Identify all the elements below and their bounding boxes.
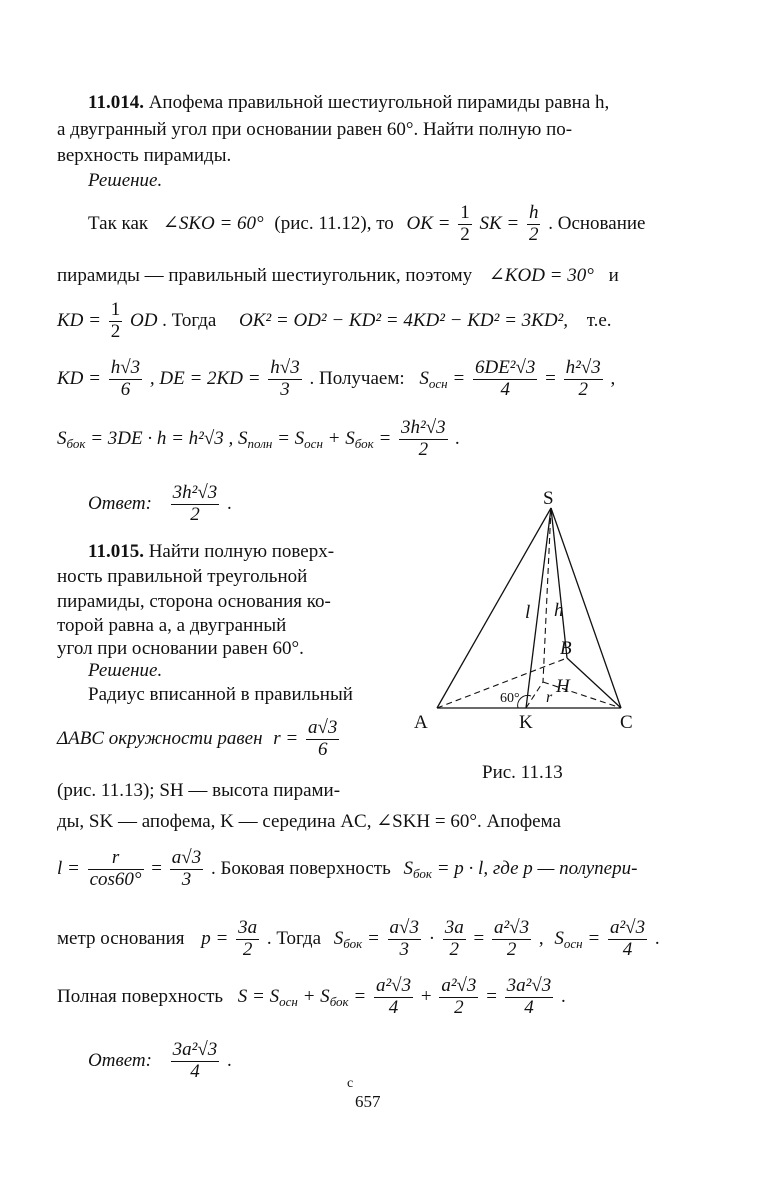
formula-line-3 [57, 300, 612, 343]
fraction: $\frac{\text{3a²√3}}{4}$ [172, 1039, 218, 1082]
problem-11-014-line1 [88, 92, 609, 115]
line-hc [543, 682, 621, 708]
problem-text: Апофема правильной шестиугольной пирамиды равна h, [148, 92, 610, 113]
label-angle: 60° [500, 691, 520, 706]
label-h-point: H [556, 676, 570, 697]
label-r: r [546, 689, 553, 706]
problem-11-015-line6: Радиус вписанной в правильный [88, 684, 353, 705]
problem-11-015-line2: ность правильной треугольной [57, 566, 308, 587]
text: . Получаем: [309, 367, 405, 389]
footer-mark: c [347, 1076, 354, 1091]
problem-11-015-line1 [88, 541, 334, 564]
problem-text: Найти полную поверх- [148, 541, 335, 562]
fraction: $\frac{\text{3a²√3}}{4}$ [506, 975, 552, 1018]
fraction: $\frac{\text{a²√3}}{4}$ [375, 975, 412, 1018]
formula: KD = [57, 367, 101, 389]
formula-line-10: l = $\frac{r}{\cos 60^\circ}$ = $\frac{a√3}{3}$ . Боковая поверхность $S_{бок} = p \cdot l$, где p — полупери- [57, 847, 638, 890]
problem-number: 11.014. [88, 92, 144, 113]
fraction: $\frac{3a}{2}$ [444, 917, 464, 960]
fraction: $\frac{a√3}{3}$ [389, 917, 419, 960]
problem-11-014-line3: верхность пирамиды. [57, 145, 232, 166]
figure-caption: Рис. 11.13 [482, 762, 563, 783]
fraction: $\frac{\text{3h²√3}}{2}$ [401, 417, 446, 460]
fraction: $\frac{1}{2}$ [110, 299, 121, 342]
label-l: l [525, 602, 531, 623]
angle-arc [518, 695, 531, 708]
fraction: $\frac{a√3}{6}$ [307, 717, 338, 760]
formula-line-4: KD = $\frac{h√3}{6}$ , DE = 2KD = $\frac{h√3}{3}$ . Получаем: $S_{осн}$ = $\frac{\text{6DE²√3}}{4}$ = $\frac{\text{h²√3}}{2}$ , [57, 357, 616, 400]
formula: $S_{осн}$ = [419, 367, 466, 391]
formula: OD [129, 309, 158, 331]
formula-line-7 [57, 718, 342, 761]
label-k: K [519, 712, 533, 733]
fraction: $\frac{\text{3h²√3}}{2}$ [172, 482, 218, 525]
formula-line-5: $S_{бок} = 3DE \cdot h = h^2√3$ , $S_{полн} = S_{осн} + S_{бок}$ = $\frac{\text{3h²√3}}{2}$ . [57, 417, 461, 460]
label-a: A [414, 712, 428, 733]
fraction: $\frac{3a}{2}$ [238, 917, 258, 960]
fraction: $\frac{\text{6DE²√3}}{4}$ [474, 357, 536, 400]
text: (рис. 11.12), то [274, 212, 394, 234]
fraction: $\frac{1}{2}$ [460, 202, 470, 245]
formula: KD = [57, 309, 101, 331]
pyramid-figure [400, 480, 660, 760]
height-sh [543, 508, 551, 682]
problem-11-015-line8: (рис. 11.13); SH — высота пирами- [57, 780, 341, 801]
formula-line-1 [88, 203, 645, 246]
formula-line-2 [57, 265, 619, 288]
answer-11-014: Ответ: $\frac{\text{3h²√3}}{2}$ . [88, 482, 232, 525]
formula: , DE = 2KD = [149, 367, 261, 389]
text: Так как [88, 212, 149, 234]
problem-11-015-line3: пирамиды, сторона основания ко- [57, 591, 331, 612]
answer-11-015: Ответ: $\frac{\text{3a²√3}}{4}$ . [88, 1039, 232, 1082]
formula: OK = [406, 212, 451, 234]
text: т.е. [586, 309, 612, 331]
fraction: $\frac{\text{h²√3}}{2}$ [565, 357, 601, 400]
solution-label: Решение. [88, 170, 163, 191]
formula: ∠KOD = 30° [488, 265, 594, 286]
solution-label: Решение. [88, 660, 163, 681]
text: . Тогда [162, 309, 217, 331]
text: ΔABC окружности равен [57, 727, 263, 749]
label-b: B [560, 638, 572, 659]
label-s: S [543, 488, 554, 509]
fraction: $\frac{\text{a²√3}}{4}$ [609, 917, 646, 960]
problem-11-015-line9: ды, SK — апофема, K — середина AC, ∠SKH = 60°. Апофема [57, 811, 561, 832]
formula: ∠SKO = 60° [162, 212, 264, 234]
problem-11-015-line5: угол при основании равен 60°. [57, 638, 304, 659]
fraction: $\frac{r}{\cos 60^\circ}$ [89, 847, 142, 890]
fraction: $\frac{h}{2}$ [528, 202, 539, 245]
text: и [608, 265, 619, 286]
page-number: 657 [355, 1092, 381, 1111]
fraction: $\frac{\text{a²√3}}{2}$ [441, 975, 477, 1018]
formula: r = [273, 727, 299, 749]
label-h: h [554, 600, 564, 621]
text: пирамиды — правильный шестиугольник, поэтому [57, 265, 473, 286]
formula-line-12: Полная поверхность $S = S_{осн} + S_{бок}$ = $\frac{\text{a²√3}}{4}$ + $\frac{\text{a²√3}}{2}$ = $\frac{\text{3a²√3}}{4}$ . [57, 975, 566, 1018]
problem-11-014-line2: а двугранный угол при основании равен 60°. Найти полную по- [57, 119, 573, 140]
text: . Основание [548, 212, 646, 234]
formula: SK = [479, 212, 520, 234]
edge-sa [437, 508, 551, 708]
formula: OK² = OD² − KD² = 4KD² − KD² = 3KD², [239, 309, 568, 331]
fraction: $\frac{a√3}{3}$ [171, 847, 202, 890]
fraction: $\frac{h√3}{6}$ [110, 357, 141, 400]
problem-number: 11.015. [88, 541, 144, 562]
answer-label: Ответ: [88, 1049, 152, 1071]
fraction: $\frac{h√3}{3}$ [270, 357, 300, 400]
problem-11-015-line4: торой равна a, а двугранный [57, 615, 287, 636]
formula-line-11: метр основания p = $\frac{3a}{2}$ . Тогда $S_{бок}$ = $\frac{a√3}{3}$ · $\frac{3a}{2}$ = $\frac{\text{a²√3}}{2}$ , $S_{осн}$ = $\frac{\text{a²√3}}{4}$ . [57, 917, 660, 960]
fraction: $\frac{\text{a²√3}}{2}$ [494, 917, 530, 960]
answer-label: Ответ: [88, 492, 152, 514]
label-c: C [620, 712, 633, 733]
